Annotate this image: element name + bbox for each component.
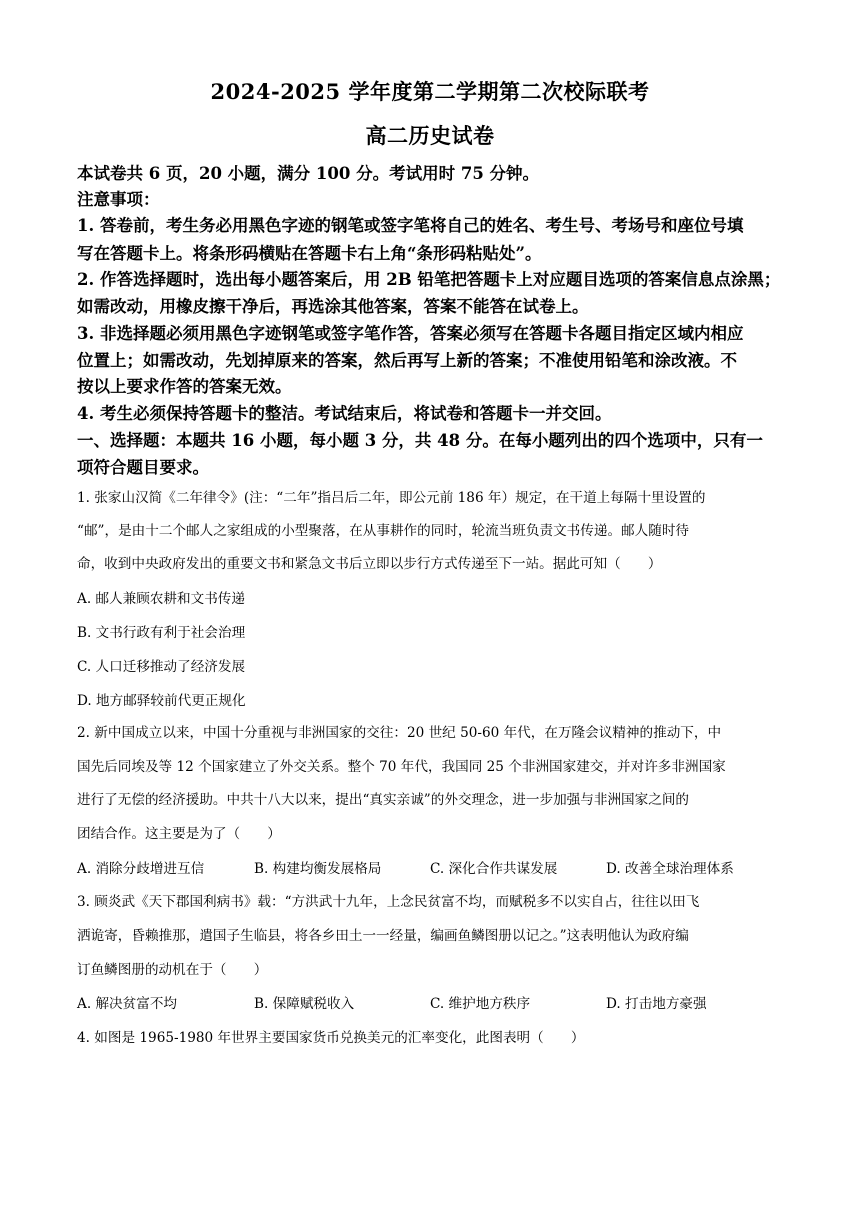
exam-subtitle: 高二历史试卷 <box>365 123 495 148</box>
question-1-option-c: C. 人口迁移推动了经济发展 <box>77 659 246 675</box>
notice-2-line-2: 如需改动，用橡皮擦干净后，再选涂其他答案，答案不能答在试卷上。 <box>77 297 589 316</box>
question-1-option-a: A. 邮人兼顾农耕和文书传递 <box>77 591 245 607</box>
notice-3-line-1: 3. 非选择题必须用黑色字迹钢笔或签字笔作答，答案必须写在答题卡各题目指定区域内相应 <box>77 324 744 343</box>
notice-2-line-1: 2. 作答选择题时，选出每小题答案后，用 2B 铅笔把答题卡上对应题目选项的答案信息点涂黑； <box>77 270 781 289</box>
question-2-option-a: A. 消除分歧增进互信 <box>77 861 205 877</box>
question-3-line-1: 3. 顾炎武《天下郡国利病书》载：“方洪武十九年，上念民贫富不均，而赋税多不以实自占，往往以田飞 <box>77 894 700 910</box>
question-1-line-1: 1. 张家山汉简《二年律令》(注：“二年”指吕后二年，即公元前 186 年）规定，在干道上每隔十里设置的 <box>77 490 706 506</box>
notice-4-line-1: 4. 考生必须保持答题卡的整洁。考试结束后，将试卷和答题卡一并交回。 <box>77 404 612 423</box>
notice-3-line-3: 按以上要求作答的答案无效。 <box>77 377 292 396</box>
notice-1-line-2: 写在答题卡上。将条形码横贴在答题卡右上角“条形码粘贴处”。 <box>77 244 542 263</box>
question-3-line-2: 洒诡寄，昏赖推那，遣国子生临县，将各乡田土一一经量，编画鱼鳞图册以记之。”这表明他认为政府编 <box>77 928 689 944</box>
exam-title: 2024-2025 学年度第二学期第二次校际联考 <box>210 79 650 104</box>
section-heading-line-1: 一、选择题：本题共 16 小题，每小题 3 分，共 48 分。在每小题列出的四个选项中，只有一 <box>77 431 763 450</box>
question-3-option-b: B. 保障赋税收入 <box>254 996 355 1012</box>
question-2-line-2: 国先后同埃及等 12 个国家建立了外交关系。整个 70 年代，我国同 25 个非洲国家建交，并对许多非洲国家 <box>77 759 726 775</box>
question-1-option-d: D. 地方邮驿较前代更正规化 <box>77 693 246 709</box>
question-2-line-3: 进行了无偿的经济援助。中共十八大以来，提出“真实亲诚”的外交理念，进一步加强与非洲国家之间的 <box>77 792 690 808</box>
notice-1-line-1: 1. 答卷前，考生务必用黑色字迹的钢笔或签字笔将自己的姓名、考生号、考场号和座位号填 <box>77 216 744 235</box>
question-3-line-3: 订鱼鳞图册的动机在于（ ） <box>77 962 268 978</box>
question-2-option-c: C. 深化合作共谋发展 <box>430 861 558 877</box>
question-3-option-d: D. 打击地方豪强 <box>606 996 707 1012</box>
question-2-line-1: 2. 新中国成立以来，中国十分重视与非洲国家的交往：20 世纪 50-60 年代，在万隆会议精神的推动下，中 <box>77 725 722 741</box>
question-1-line-3: 命，收到中央政府发出的重要文书和紧急文书后立即以步行方式传递至下一站。据此可知（ ） <box>77 556 662 572</box>
question-4-line-1: 4. 如图是 1965-1980 年世界主要国家货币兑换美元的汇率变化，此图表明（ ） <box>77 1030 585 1046</box>
notice-3-line-2: 位置上；如需改动，先划掉原来的答案，然后再写上新的答案；不准使用铅笔和涂改液。不 <box>77 351 737 370</box>
question-3-option-a: A. 解决贫富不均 <box>77 996 178 1012</box>
question-1-option-b: B. 文书行政有利于社会治理 <box>77 625 246 641</box>
exam-intro: 本试卷共 6 页，20 小题，满分 100 分。考试用时 75 分钟。 <box>77 164 540 183</box>
question-1-line-2: “邮”，是由十二个邮人之家组成的小型聚落，在从事耕作的同时，轮流当班负责文书传递。邮人随时待 <box>77 523 690 539</box>
question-3-option-c: C. 维护地方秩序 <box>430 996 531 1012</box>
section-heading-line-2: 项符合题目要求。 <box>77 458 209 477</box>
question-2-option-d: D. 改善全球治理体系 <box>606 861 734 877</box>
question-2-line-4: 团结合作。这主要是为了（ ） <box>77 826 281 842</box>
notice-heading: 注意事项： <box>77 190 160 209</box>
question-2-option-b: B. 构建均衡发展格局 <box>254 861 382 877</box>
